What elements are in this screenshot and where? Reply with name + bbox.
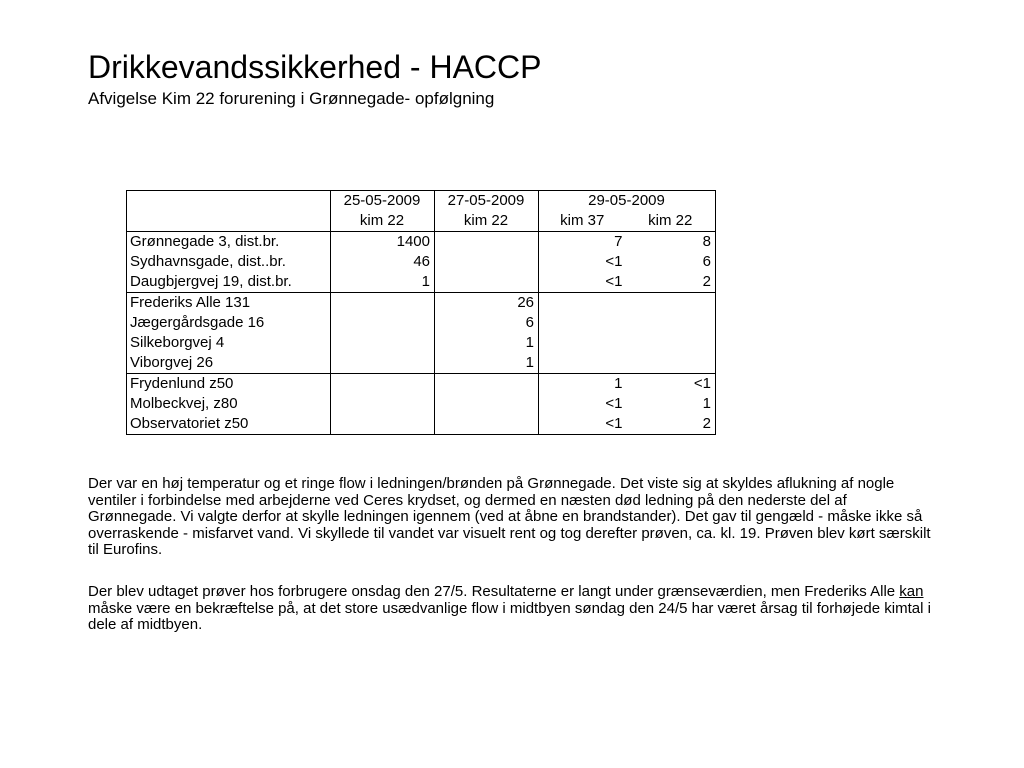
value-cell — [331, 313, 435, 333]
paragraph-text: måske være en bekræftelse på, at det store usædvanlige flow i midtbyen søndag den 24/5 har været årsag til forhøjede kimtal i dele af midtbyen. — [88, 599, 931, 633]
table-row — [127, 313, 716, 333]
value-cell — [435, 272, 539, 293]
value-cell — [627, 353, 716, 374]
value-cell — [331, 394, 435, 414]
value-cell — [627, 293, 716, 314]
value-cell: <1 — [539, 252, 627, 272]
value-cell: 8 — [627, 232, 716, 253]
location-name: Viborgvej 26 — [127, 353, 331, 374]
value-cell: 1 — [627, 394, 716, 414]
table-row — [127, 252, 716, 272]
value-cell — [539, 333, 627, 353]
value-cell: 1 — [435, 333, 539, 353]
value-cell: <1 — [627, 374, 716, 395]
table-row — [127, 353, 716, 374]
value-cell: 1400 — [331, 232, 435, 253]
value-cell: <1 — [539, 272, 627, 293]
value-cell — [627, 313, 716, 333]
table-row — [127, 293, 716, 314]
value-cell: <1 — [539, 414, 627, 435]
header-corner-cell — [127, 211, 331, 232]
value-cell — [435, 394, 539, 414]
value-cell: 2 — [627, 272, 716, 293]
location-name: Jægergårdsgade 16 — [127, 313, 331, 333]
value-cell — [435, 374, 539, 395]
table-row — [127, 394, 716, 414]
table-row — [127, 272, 716, 293]
header-corner-cell — [127, 191, 331, 212]
paragraph-consumer-samples — [88, 584, 938, 634]
value-cell: 1 — [435, 353, 539, 374]
value-cell: 6 — [435, 313, 539, 333]
value-cell — [539, 293, 627, 314]
value-cell: 6 — [627, 252, 716, 272]
location-name: Daugbjergvej 19, dist.br. — [127, 272, 331, 293]
table-row — [127, 232, 716, 253]
header-kim: kim 37 — [539, 211, 627, 232]
value-cell: 2 — [627, 414, 716, 435]
location-name: Sydhavnsgade, dist..br. — [127, 252, 331, 272]
value-cell: <1 — [539, 394, 627, 414]
value-cell: 26 — [435, 293, 539, 314]
value-cell — [435, 252, 539, 272]
value-cell — [331, 293, 435, 314]
location-name: Frederiks Alle 131 — [127, 293, 331, 314]
header-date: 25-05-2009 — [331, 191, 435, 212]
location-name: Molbeckvej, z80 — [127, 394, 331, 414]
paragraph-observation: Der var en høj temperatur og et ringe flow i ledningen/brønden på Grønnegade. Det viste sig at skyldes aflukning af nogle ventiler i forbindelse med arbejderne ved Ceres krydset, og dermed en næsten død ledning på den nederste del af Grønnegade. Vi valgte derfor at skylle ledningen igennem (ved at åbne en brandstander). Det gav til gengæld - måske ikke så overraskende - misfarvet vand. Vi skyllede til vandet var visuelt rent og tog derefter prøven, ca. kl. 19. Prøven blev kørt særskilt til Eurofins. — [88, 475, 931, 558]
value-cell: 1 — [539, 374, 627, 395]
underlined-word: kan — [899, 583, 924, 600]
slide-subtitle: Afvigelse Kim 22 forurening i Grønnegade- opfølgning — [88, 89, 495, 108]
header-kim: kim 22 — [331, 211, 435, 232]
value-cell — [435, 232, 539, 253]
table-row — [127, 333, 716, 353]
value-cell — [331, 374, 435, 395]
location-name: Silkeborgvej 4 — [127, 333, 331, 353]
value-cell — [539, 353, 627, 374]
value-cell: 7 — [539, 232, 627, 253]
header-date: 29-05-2009 — [539, 191, 716, 212]
value-cell — [627, 333, 716, 353]
measurement-table — [126, 190, 716, 435]
location-name: Grønnegade 3, dist.br. — [127, 232, 331, 253]
header-date: 27-05-2009 — [435, 191, 539, 212]
header-kim: kim 22 — [627, 211, 716, 232]
location-name: Frydenlund z50 — [127, 374, 331, 395]
value-cell — [331, 414, 435, 435]
value-cell — [331, 353, 435, 374]
value-cell — [435, 414, 539, 435]
header-kim: kim 22 — [435, 211, 539, 232]
slide-title: Drikkevandssikkerhed - HACCP — [88, 49, 542, 85]
location-name: Observatoriet z50 — [127, 414, 331, 435]
value-cell: 1 — [331, 272, 435, 293]
table-row — [127, 414, 716, 435]
paragraph-text: Der blev udtaget prøver hos forbrugere onsdag den 27/5. Resultaterne er langt under grænseværdien, men Frederiks Alle — [88, 583, 900, 600]
value-cell — [539, 313, 627, 333]
value-cell: 46 — [331, 252, 435, 272]
table-row — [127, 374, 716, 395]
header-row-dates — [127, 191, 716, 212]
value-cell — [331, 333, 435, 353]
header-row-kim — [127, 211, 716, 232]
